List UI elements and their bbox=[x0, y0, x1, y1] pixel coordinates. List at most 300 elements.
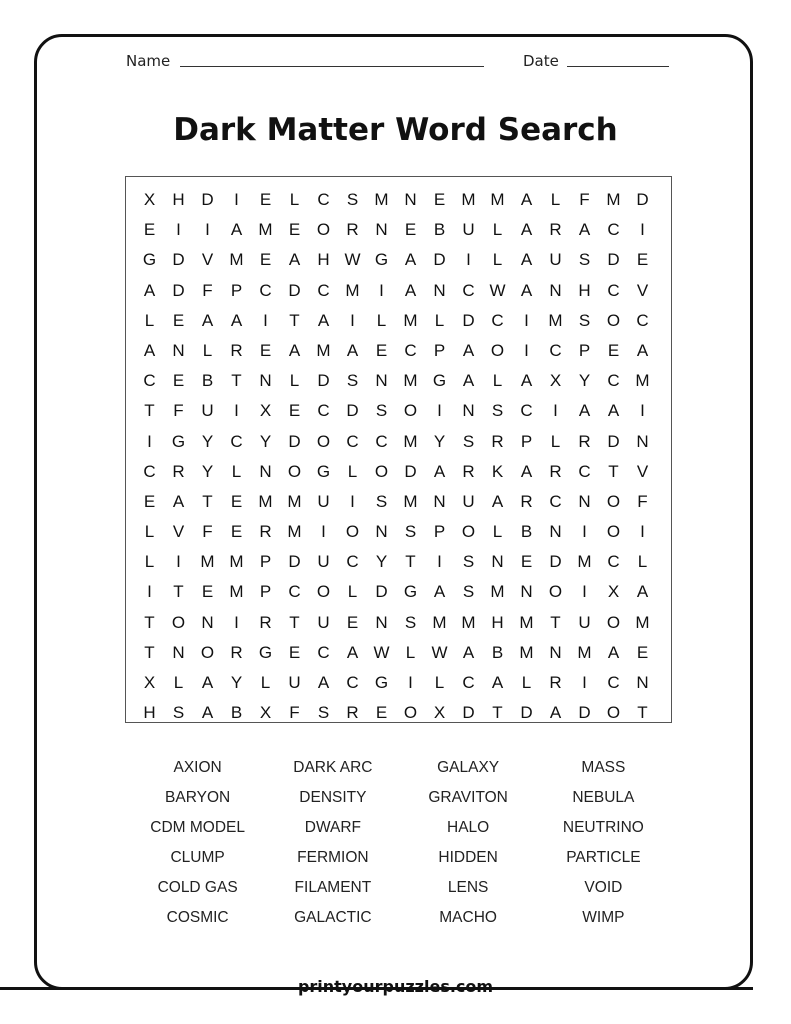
grid-letter: I bbox=[234, 612, 239, 632]
word-list-item: BARYON bbox=[165, 789, 231, 806]
grid-letter: N bbox=[462, 401, 475, 421]
grid-letter: A bbox=[636, 582, 649, 602]
grid-letter: U bbox=[549, 250, 562, 270]
grid-letter: I bbox=[379, 280, 384, 300]
grid-letter: F bbox=[202, 522, 213, 542]
grid-letter: M bbox=[606, 190, 621, 209]
grid-letter: L bbox=[289, 371, 300, 391]
grid-letter: I bbox=[524, 310, 529, 330]
word-list-item: DARK ARC bbox=[293, 759, 373, 776]
grid-letter: A bbox=[230, 220, 243, 240]
grid-letter: I bbox=[147, 582, 152, 602]
grid-letter: L bbox=[405, 642, 416, 662]
grid-letter: C bbox=[346, 673, 359, 692]
grid-letter: E bbox=[259, 190, 272, 209]
grid-letter: M bbox=[548, 310, 563, 330]
grid-letter: M bbox=[229, 582, 244, 602]
grid-letter: P bbox=[259, 582, 272, 602]
grid-letter: O bbox=[461, 522, 476, 542]
grid-letter: N bbox=[549, 642, 562, 662]
grid-letter: C bbox=[636, 310, 649, 330]
grid-letter: E bbox=[201, 582, 214, 602]
grid-letter: U bbox=[201, 401, 214, 421]
grid-letter: L bbox=[492, 371, 503, 391]
grid-letter: K bbox=[491, 461, 504, 481]
grid-letter: I bbox=[582, 522, 587, 542]
grid-letter: P bbox=[433, 340, 446, 360]
grid-letter: E bbox=[230, 491, 243, 511]
word-list-item: CLUMP bbox=[170, 849, 225, 866]
grid-letter: A bbox=[491, 491, 504, 511]
grid-row bbox=[126, 366, 671, 396]
grid-letter: M bbox=[374, 190, 389, 209]
grid-letter: U bbox=[462, 220, 475, 240]
grid-letter: A bbox=[520, 250, 533, 270]
grid-letter: O bbox=[345, 522, 360, 542]
grid-letter: N bbox=[375, 220, 388, 240]
grid-letter: B bbox=[520, 522, 533, 542]
grid-letter: D bbox=[201, 190, 214, 209]
grid-row bbox=[126, 245, 671, 275]
grid-letter: A bbox=[607, 401, 620, 421]
grid-letter: C bbox=[317, 280, 330, 300]
grid-row bbox=[126, 638, 671, 668]
grid-letter: E bbox=[636, 250, 649, 270]
grid-letter: M bbox=[403, 431, 418, 451]
grid-letter: S bbox=[404, 522, 417, 542]
grid-letter: M bbox=[635, 371, 650, 391]
grid-letter: M bbox=[403, 371, 418, 391]
grid-letter: X bbox=[433, 703, 446, 723]
grid-letter: L bbox=[376, 310, 387, 330]
word-list-item: COLD GAS bbox=[157, 879, 238, 896]
grid-letter: U bbox=[317, 552, 330, 572]
grid-letter: M bbox=[490, 582, 505, 602]
grid-letter: N bbox=[375, 371, 388, 391]
word-list-item: MASS bbox=[581, 759, 626, 776]
grid-letter: N bbox=[259, 461, 272, 481]
grid-letter: R bbox=[172, 461, 185, 481]
grid-letter: D bbox=[433, 250, 446, 270]
grid-row bbox=[126, 427, 671, 457]
grid-letter: A bbox=[404, 250, 417, 270]
grid-letter: L bbox=[550, 431, 561, 451]
grid-row bbox=[126, 396, 671, 426]
grid-letter: M bbox=[635, 612, 650, 632]
grid-letter: A bbox=[346, 642, 359, 662]
grid-letter: Y bbox=[578, 371, 591, 391]
grid-letter: C bbox=[578, 461, 591, 481]
grid-letter: C bbox=[462, 673, 475, 692]
word-list-item: DENSITY bbox=[299, 789, 367, 806]
grid-letter: S bbox=[317, 703, 330, 723]
grid-letter: E bbox=[636, 642, 649, 662]
grid-letter: M bbox=[258, 491, 273, 511]
grid-row bbox=[126, 608, 671, 638]
grid-letter: N bbox=[375, 612, 388, 632]
grid-letter: N bbox=[172, 642, 185, 662]
word-list-item: GRAVITON bbox=[428, 789, 508, 806]
word-list-item: LENS bbox=[447, 879, 489, 896]
grid-letter: M bbox=[345, 280, 360, 300]
grid-letter: E bbox=[143, 491, 156, 511]
grid-letter: E bbox=[288, 401, 301, 421]
grid-letter: N bbox=[172, 340, 185, 360]
grid-letter: B bbox=[201, 371, 214, 391]
grid-letter: G bbox=[403, 582, 418, 602]
grid-letter: X bbox=[143, 190, 156, 209]
grid-letter: I bbox=[147, 431, 152, 451]
grid-letter: V bbox=[172, 522, 185, 542]
grid-letter: D bbox=[404, 461, 417, 481]
grid-letter: C bbox=[317, 190, 330, 209]
grid-row bbox=[126, 457, 671, 487]
grid-letter: R bbox=[259, 522, 272, 542]
grid-row bbox=[126, 698, 671, 728]
grid-letter: X bbox=[607, 582, 620, 602]
grid-letter: F bbox=[637, 491, 648, 511]
grid-letter: C bbox=[317, 401, 330, 421]
grid-letter: P bbox=[230, 280, 243, 300]
grid-letter: C bbox=[404, 340, 417, 360]
grid-letter: A bbox=[346, 340, 359, 360]
grid-letter: E bbox=[520, 552, 533, 572]
grid-letter: W bbox=[344, 250, 361, 270]
grid-letter: L bbox=[260, 673, 271, 692]
grid-row bbox=[126, 577, 671, 607]
grid-letter: M bbox=[403, 491, 418, 511]
grid-letter: T bbox=[231, 371, 242, 391]
grid-letter: L bbox=[231, 461, 242, 481]
word-list-item: NEBULA bbox=[572, 789, 635, 806]
grid-letter: U bbox=[462, 491, 475, 511]
grid-letter: C bbox=[607, 673, 620, 692]
grid-letter: V bbox=[636, 280, 649, 300]
grid-letter: G bbox=[432, 371, 447, 391]
grid-letter: P bbox=[433, 522, 446, 542]
grid-letter: G bbox=[316, 461, 331, 481]
grid-letter: L bbox=[202, 340, 213, 360]
grid-letter: D bbox=[549, 552, 562, 572]
grid-letter: M bbox=[200, 552, 215, 572]
grid-row bbox=[126, 336, 671, 366]
grid-letter: D bbox=[346, 401, 359, 421]
grid-letter: T bbox=[289, 612, 300, 632]
grid-letter: O bbox=[171, 612, 186, 632]
grid-letter: W bbox=[489, 280, 506, 300]
grid-letter: F bbox=[579, 190, 590, 209]
grid-letter: O bbox=[403, 401, 418, 421]
grid-letter: I bbox=[582, 673, 587, 692]
grid-letter: M bbox=[461, 190, 476, 209]
grid-letter: I bbox=[350, 310, 355, 330]
word-list-item: GALAXY bbox=[437, 759, 500, 776]
letter-grid bbox=[125, 176, 672, 723]
grid-letter: D bbox=[317, 371, 330, 391]
grid-letter: D bbox=[578, 703, 591, 723]
word-list-item: CDM MODEL bbox=[150, 819, 245, 836]
grid-letter: C bbox=[143, 371, 156, 391]
grid-letter: S bbox=[346, 190, 359, 209]
grid-row bbox=[126, 517, 671, 547]
word-list-item: FILAMENT bbox=[294, 879, 372, 896]
grid-letter: A bbox=[201, 673, 214, 692]
grid-row bbox=[126, 668, 671, 698]
grid-letter: A bbox=[462, 371, 475, 391]
name-label: Name bbox=[126, 52, 171, 70]
grid-letter: G bbox=[171, 431, 186, 451]
grid-letter: Y bbox=[259, 431, 272, 451]
grid-letter: A bbox=[520, 220, 533, 240]
grid-letter: M bbox=[316, 340, 331, 360]
grid-row bbox=[126, 306, 671, 336]
grid-letter: A bbox=[549, 703, 562, 723]
grid-letter: R bbox=[462, 461, 475, 481]
grid-letter: I bbox=[437, 401, 442, 421]
grid-letter: M bbox=[229, 250, 244, 270]
grid-letter: H bbox=[491, 612, 504, 632]
grid-letter: R bbox=[491, 431, 504, 451]
grid-letter: E bbox=[433, 190, 446, 209]
grid-letter: L bbox=[550, 190, 561, 209]
grid-letter: L bbox=[637, 552, 648, 572]
grid-letter: R bbox=[549, 220, 562, 240]
grid-letter: A bbox=[520, 371, 533, 391]
grid-letter: O bbox=[316, 431, 331, 451]
grid-letter: X bbox=[259, 401, 272, 421]
grid-letter: L bbox=[434, 310, 445, 330]
grid-letter: E bbox=[375, 340, 388, 360]
grid-row bbox=[126, 276, 671, 306]
grid-letter: I bbox=[234, 401, 239, 421]
grid-letter: E bbox=[607, 340, 620, 360]
grid-letter: A bbox=[317, 310, 330, 330]
grid-letter: S bbox=[346, 371, 359, 391]
word-list-item: GALACTIC bbox=[294, 909, 372, 926]
name-line bbox=[180, 66, 484, 67]
word-list-item: HALO bbox=[447, 819, 490, 836]
grid-letter: L bbox=[347, 461, 358, 481]
word-list-item: PARTICLE bbox=[566, 849, 641, 866]
grid-letter: D bbox=[288, 431, 301, 451]
grid-letter: H bbox=[317, 250, 330, 270]
grid-letter: I bbox=[321, 522, 326, 542]
word-list-item: COSMIC bbox=[166, 909, 229, 926]
grid-letter: S bbox=[491, 401, 504, 421]
grid-letter: N bbox=[578, 491, 591, 511]
grid-letter: E bbox=[230, 522, 243, 542]
grid-letter: O bbox=[606, 522, 621, 542]
grid-letter: I bbox=[582, 582, 587, 602]
grid-letter: E bbox=[375, 703, 388, 723]
grid-letter: A bbox=[520, 190, 533, 209]
grid-letter: A bbox=[201, 703, 214, 723]
grid-letter: Y bbox=[230, 673, 243, 692]
date-line bbox=[567, 66, 669, 67]
grid-letter: N bbox=[201, 612, 214, 632]
grid-letter: O bbox=[316, 220, 331, 240]
grid-letter: D bbox=[462, 703, 475, 723]
grid-letter: U bbox=[317, 491, 330, 511]
grid-letter: D bbox=[636, 190, 649, 209]
grid-letter: I bbox=[640, 220, 645, 240]
grid-letter: M bbox=[577, 642, 592, 662]
grid-letter: D bbox=[288, 280, 301, 300]
grid-letter: M bbox=[229, 552, 244, 572]
grid-letter: A bbox=[462, 340, 475, 360]
grid-letter: L bbox=[347, 582, 358, 602]
grid-letter: R bbox=[578, 431, 591, 451]
grid-letter: P bbox=[520, 431, 533, 451]
grid-letter: M bbox=[287, 522, 302, 542]
grid-letter: E bbox=[259, 340, 272, 360]
grid-letter: M bbox=[287, 491, 302, 511]
grid-letter: C bbox=[143, 461, 156, 481]
date-label: Date bbox=[523, 52, 559, 70]
grid-letter: E bbox=[172, 310, 185, 330]
grid-letter: X bbox=[549, 371, 562, 391]
grid-letter: S bbox=[172, 703, 185, 723]
grid-letter: O bbox=[548, 582, 563, 602]
grid-letter: C bbox=[230, 431, 243, 451]
grid-letter: I bbox=[466, 250, 471, 270]
grid-letter: F bbox=[202, 280, 213, 300]
grid-letter: C bbox=[491, 310, 504, 330]
grid-letter: C bbox=[607, 371, 620, 391]
grid-letter: Y bbox=[201, 461, 214, 481]
grid-letter: G bbox=[374, 250, 389, 270]
grid-letter: I bbox=[640, 401, 645, 421]
grid-letter: O bbox=[606, 612, 621, 632]
grid-letter: T bbox=[144, 401, 155, 421]
grid-letter: G bbox=[142, 250, 157, 270]
grid-letter: I bbox=[437, 552, 442, 572]
grid-letter: C bbox=[462, 280, 475, 300]
grid-letter: C bbox=[375, 431, 388, 451]
grid-letter: D bbox=[375, 582, 388, 602]
grid-letter: E bbox=[404, 220, 417, 240]
word-list-item: NEUTRINO bbox=[562, 819, 644, 836]
grid-letter: A bbox=[288, 250, 301, 270]
grid-letter: C bbox=[607, 280, 620, 300]
grid-letter: T bbox=[405, 552, 416, 572]
grid-letter: A bbox=[317, 673, 330, 692]
grid-letter: I bbox=[176, 552, 181, 572]
grid-letter: E bbox=[172, 371, 185, 391]
grid-letter: I bbox=[176, 220, 181, 240]
word-list-item: WIMP bbox=[582, 909, 625, 926]
grid-letter: N bbox=[433, 280, 446, 300]
grid-letter: C bbox=[607, 552, 620, 572]
grid-letter: R bbox=[346, 703, 359, 723]
grid-letter: A bbox=[143, 340, 156, 360]
grid-letter: N bbox=[549, 280, 562, 300]
grid-letter: M bbox=[432, 612, 447, 632]
grid-letter: A bbox=[520, 461, 533, 481]
grid-letter: T bbox=[550, 612, 561, 632]
grid-letter: T bbox=[202, 491, 213, 511]
grid-letter: V bbox=[636, 461, 649, 481]
grid-letter: M bbox=[490, 190, 505, 209]
grid-letter: D bbox=[520, 703, 533, 723]
grid-letter: N bbox=[491, 552, 504, 572]
word-list bbox=[130, 757, 671, 929]
grid-letter: I bbox=[524, 340, 529, 360]
grid-letter: P bbox=[578, 340, 591, 360]
grid-letter: U bbox=[317, 612, 330, 632]
footer-site: printyourpuzzles.com bbox=[297, 977, 494, 996]
grid-letter: S bbox=[462, 552, 475, 572]
grid-letter: L bbox=[492, 522, 503, 542]
grid-letter: B bbox=[491, 642, 504, 662]
grid-letter: A bbox=[520, 280, 533, 300]
grid-letter: D bbox=[288, 552, 301, 572]
grid-letter: N bbox=[636, 673, 649, 692]
grid-letter: A bbox=[201, 310, 214, 330]
grid-letter: E bbox=[143, 220, 156, 240]
grid-letter: N bbox=[433, 491, 446, 511]
grid-letter: W bbox=[431, 642, 448, 662]
grid-letter: H bbox=[172, 190, 185, 209]
grid-letter: C bbox=[346, 431, 359, 451]
grid-letter: U bbox=[578, 612, 591, 632]
grid-letter: T bbox=[144, 612, 155, 632]
grid-letter: A bbox=[607, 642, 620, 662]
grid-letter: E bbox=[259, 250, 272, 270]
grid-letter: O bbox=[403, 703, 418, 723]
grid-letter: O bbox=[490, 340, 505, 360]
grid-letter: S bbox=[375, 491, 388, 511]
grid-letter: L bbox=[434, 673, 445, 692]
grid-letter: T bbox=[608, 461, 619, 481]
grid-letter: D bbox=[462, 310, 475, 330]
grid-letter: W bbox=[373, 642, 390, 662]
grid-letter: A bbox=[433, 582, 446, 602]
grid-letter: Y bbox=[375, 552, 388, 572]
grid-letter: S bbox=[578, 310, 591, 330]
grid-letter: A bbox=[230, 310, 243, 330]
grid-letter: F bbox=[289, 703, 300, 723]
grid-letter: N bbox=[636, 431, 649, 451]
grid-letter: N bbox=[520, 582, 533, 602]
grid-letter: O bbox=[606, 703, 621, 723]
grid-letter: C bbox=[520, 401, 533, 421]
grid-letter: R bbox=[346, 220, 359, 240]
grid-letter: U bbox=[288, 673, 301, 692]
grid-letter: Y bbox=[433, 431, 446, 451]
grid-letter: M bbox=[577, 552, 592, 572]
grid-letter: L bbox=[144, 310, 155, 330]
word-list-item: MACHO bbox=[439, 909, 497, 926]
grid-letter: O bbox=[606, 491, 621, 511]
grid-letter: I bbox=[263, 310, 268, 330]
grid-letter: A bbox=[143, 280, 156, 300]
grid-letter: A bbox=[578, 401, 591, 421]
grid-letter: C bbox=[259, 280, 272, 300]
grid-letter: A bbox=[491, 673, 504, 692]
grid-letter: D bbox=[172, 250, 185, 270]
grid-letter: L bbox=[289, 190, 300, 209]
grid-letter: A bbox=[288, 340, 301, 360]
word-list-item: DWARF bbox=[304, 819, 361, 836]
grid-letter: S bbox=[462, 431, 475, 451]
grid-letter: O bbox=[200, 642, 215, 662]
grid-letter: N bbox=[549, 522, 562, 542]
grid-row bbox=[126, 547, 671, 577]
grid-letter: M bbox=[258, 220, 273, 240]
grid-letter: I bbox=[350, 491, 355, 511]
grid-row bbox=[126, 215, 671, 245]
